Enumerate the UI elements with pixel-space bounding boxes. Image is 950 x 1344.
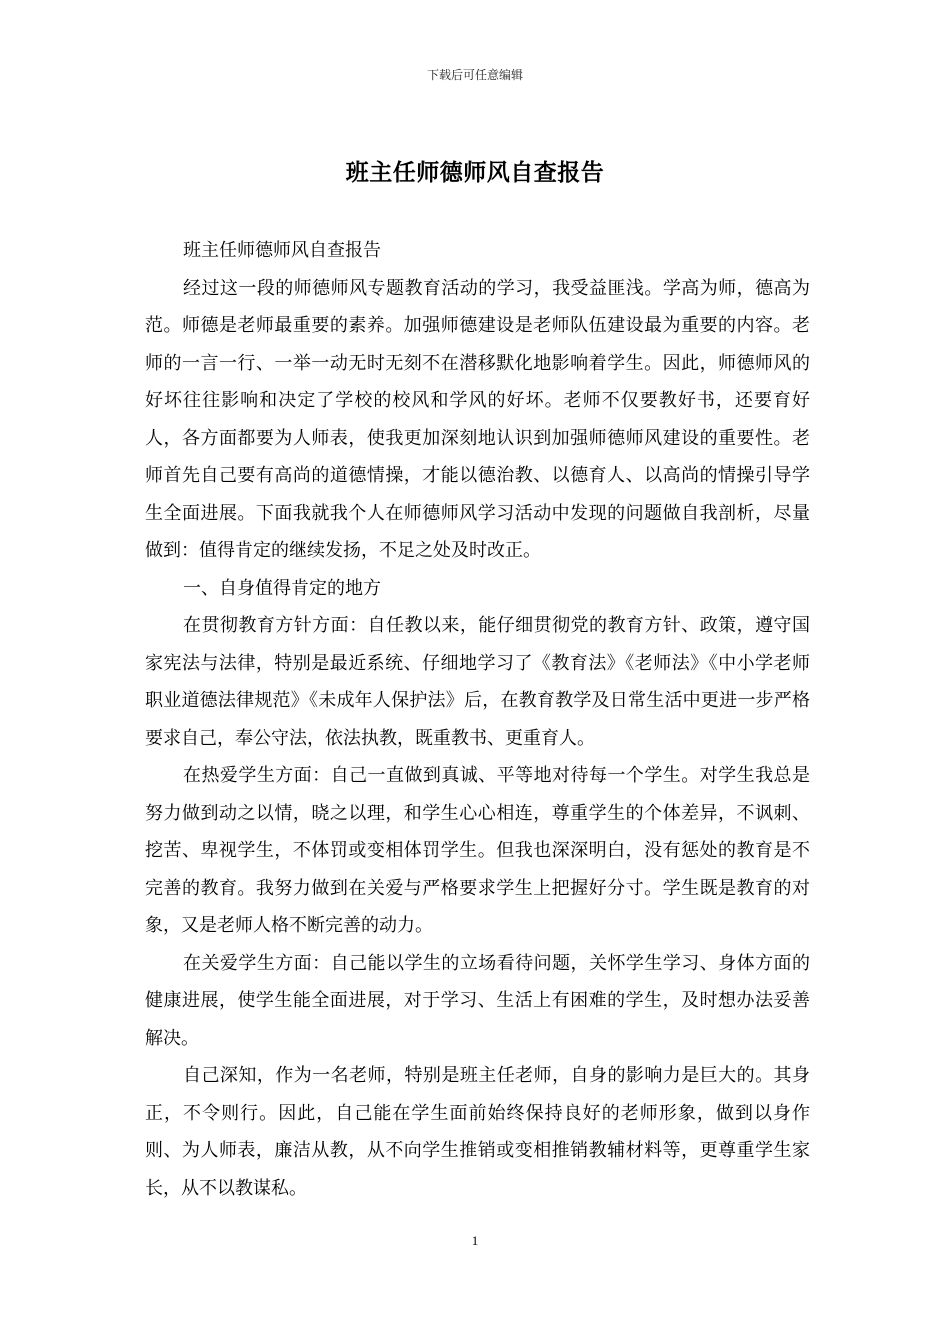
section-heading: 一、自身值得肯定的地方	[183, 577, 381, 599]
paragraph-care-students: 在关爱学生方面：自己能以学生的立场看待问题，关怀学生学习、身体方面的健康进展，使学生能全面进展，对于学习、生活上有困难的学生，及时想办法妥善解决。	[145, 952, 810, 1049]
paragraph-love-students: 在热爱学生方面：自己一直做到真诚、平等地对待每一个学生。对学生我总是努力做到动之以情，晓之以理，和学生心心相连，尊重学生的个体差异，不讽刺、挖苦、卑视学生，不体罚或变相体罚学生。但我也深深明白，没有惩处的教育是不完善的教育。我努力做到在关爱与严格要求学生上把握好分寸。学生既是教育的对象，又是老师人格不断完善的动力。	[145, 765, 810, 936]
document-body	[145, 232, 810, 1207]
paragraph-subtitle: 班主任师德师风自查报告	[183, 240, 381, 261]
paragraph-self-awareness: 自己深知，作为一名老师，特别是班主任老师，自身的影响力是巨大的。其身正，不令则行。因此，自己能在学生面前始终保持良好的老师形象，做到以身作则、为人师表，廉洁从教，从不向学生推销或变相推销教辅材料等，更尊重学生家长，从不以教谋私。	[145, 1065, 810, 1199]
document-title: 班主任师德师风自查报告	[345, 160, 605, 186]
header-note: 下载后可任意编辑	[426, 68, 523, 82]
paragraph-intro: 经过这一段的师德师风专题教育活动的学习，我受益匪浅。学高为师，德高为范。师德是老师最重要的素养。加强师德建设是老师队伍建设最为重要的内容。老师的一言一行、一举一动无时无刻不在潜移默化地影响着学生。因此，师德师风的好坏往往影响和决定了学校的校风和学风的好坏。老师不仅要教好书，还要育好人，各方面都要为人师表，使我更加深刻地认识到加强师德师风建设的重要性。老师首先自己要有高尚的道德情操，才能以德治教、以德育人、以高尚的情操引导学生全面进展。下面我就我个人在师德师风学习活动中发现的问题做自我剖析，尽量做到：值得肯定的继续发扬，不足之处及时改正。	[145, 277, 810, 561]
paragraph-education-policy: 在贯彻教育方针方面：自任教以来，能仔细贯彻党的教育方针、政策，遵守国家宪法与法律，特别是最近系统、仔细地学习了《教育法》《老师法》《中小学老师职业道德法律规范》《未成年人保护法》后，在教育教学及日常生活中更进一步严格要求自己，奉公守法，依法执教，既重教书、更重育人。	[145, 615, 810, 749]
page-number: 1	[471, 1233, 479, 1248]
